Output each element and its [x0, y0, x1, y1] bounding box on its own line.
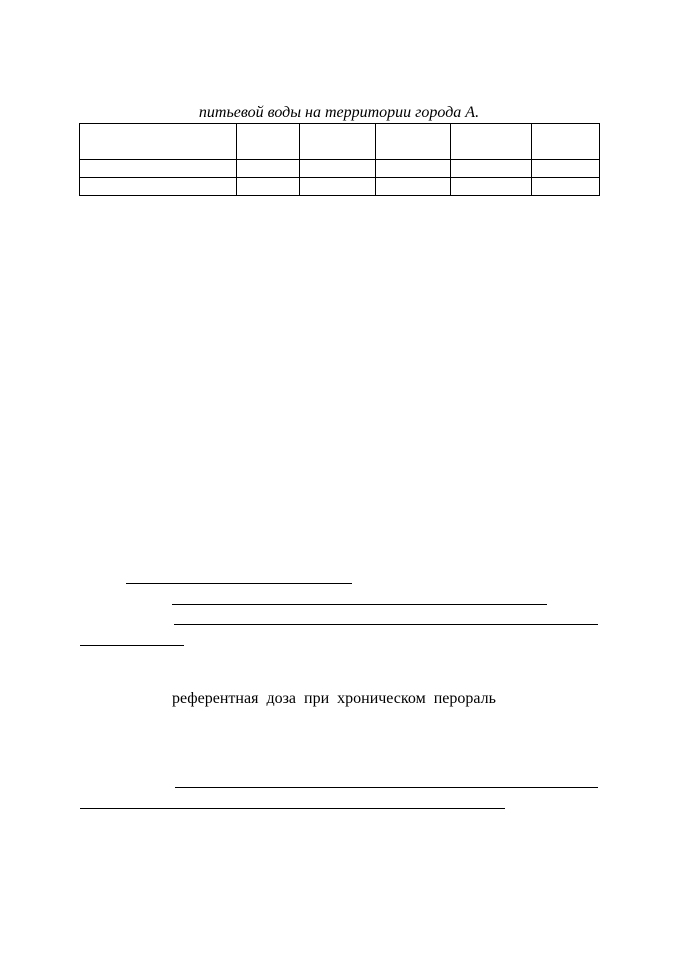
table-cell — [451, 178, 532, 196]
table-cell — [376, 124, 451, 160]
blank-line — [175, 787, 598, 788]
body-text-line: референтная доза при хроническом перораль — [172, 690, 496, 707]
table-row — [80, 160, 600, 178]
table-cell — [237, 124, 300, 160]
table-header-row — [80, 124, 600, 160]
table-cell — [80, 124, 237, 160]
table-cell — [451, 124, 532, 160]
table-cell — [376, 160, 451, 178]
data-table — [79, 123, 600, 196]
blank-line — [80, 808, 505, 809]
table-cell — [300, 160, 376, 178]
table-cell — [237, 160, 300, 178]
table-cell — [532, 178, 600, 196]
table-cell — [300, 178, 376, 196]
table-cell — [532, 160, 600, 178]
table-cell — [80, 178, 237, 196]
blank-line — [80, 645, 184, 646]
blank-line — [126, 583, 352, 584]
table-row — [80, 178, 600, 196]
table-cell — [80, 160, 237, 178]
blank-line — [172, 604, 547, 605]
table-cell — [376, 178, 451, 196]
table-cell — [451, 160, 532, 178]
table-cell — [532, 124, 600, 160]
table-cell — [300, 124, 376, 160]
table-cell — [237, 178, 300, 196]
table-caption: питьевой воды на территории города А. — [198, 104, 480, 121]
blank-line — [174, 624, 598, 625]
